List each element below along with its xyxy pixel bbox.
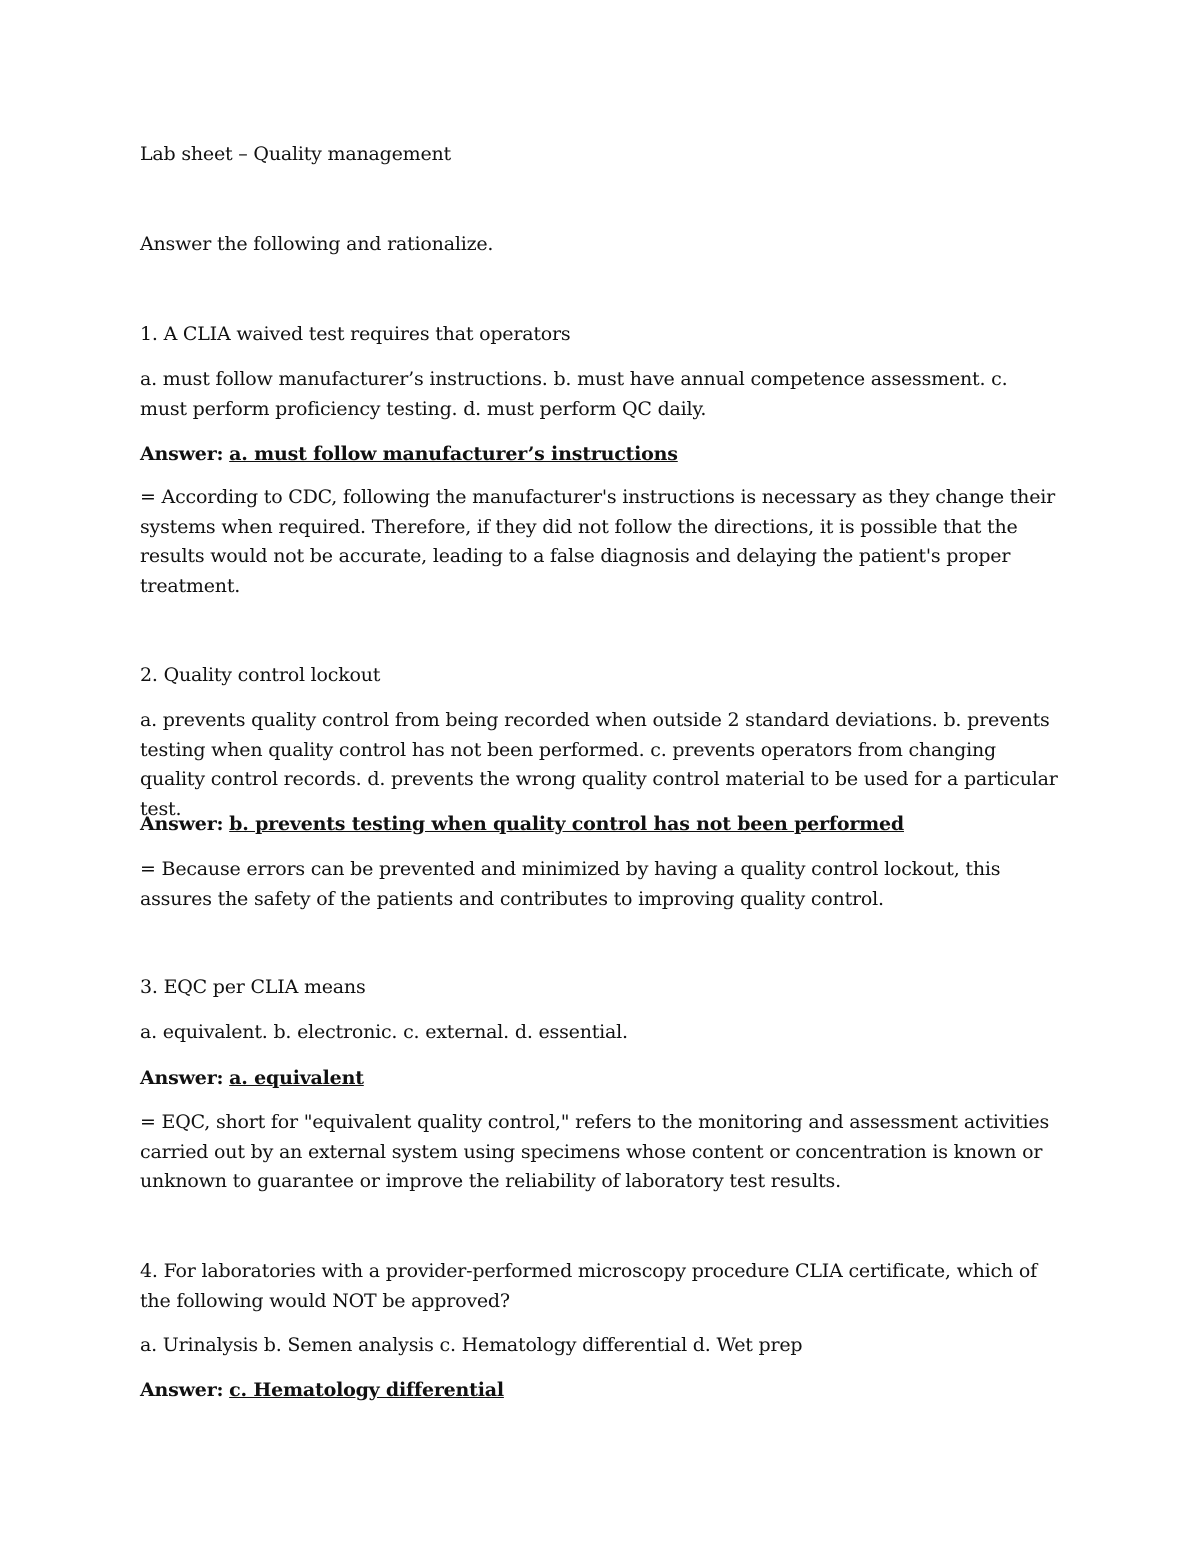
answer-label: Answer: (140, 443, 224, 465)
question-2-answer-value: b. prevents testing when quality control has not been performed (229, 813, 905, 835)
question-1-prompt: 1. A CLIA waived test requires that operators (140, 323, 571, 345)
answer-label: Answer: (140, 1379, 224, 1401)
answer-label: Answer: (140, 813, 224, 835)
question-3-answer (140, 1064, 1060, 1094)
question-4-answer-value: c. Hematology differential (229, 1379, 504, 1401)
question-1-rationale: = According to CDC, following the manufacturer's instructions is necessary as they change their systems when required. Therefore, if they did not follow the directions, it is possible that the results would not be accurate, leading to a false diagnosis and delaying the patient's proper treatment. (140, 486, 1056, 597)
question-2-options: a. prevents quality control from being recorded when outside 2 standard deviations. b. prevents testing when quality control has not been performed. c. prevents operators from changing quality control records. d. prevents the wrong quality control material to be used for a particular test. (140, 709, 1058, 820)
question-3-answer-value: a. equivalent (229, 1067, 364, 1089)
question-2-rationale: = Because errors can be prevented and minimized by having a quality control lockout, this assures the safety of the patients and contributes to improving quality control. (140, 858, 1001, 910)
document-title: Lab sheet – Quality management (140, 143, 451, 165)
question-4-answer (140, 1376, 1060, 1406)
question-1-answer (140, 440, 1060, 470)
question-2-prompt: 2. Quality control lockout (140, 664, 381, 686)
question-3-prompt: 3. EQC per CLIA means (140, 976, 366, 998)
question-4-options: a. Urinalysis b. Semen analysis c. Hematology differential d. Wet prep (140, 1334, 803, 1356)
answer-label: Answer: (140, 1067, 224, 1089)
question-1-answer-value: a. must follow manufacturer’s instructions (229, 443, 678, 465)
instruction-text: Answer the following and rationalize. (140, 233, 494, 255)
question-4-prompt: 4. For laboratories with a provider-performed microscopy procedure CLIA certificate, which of the following would NOT be approved? (140, 1260, 1037, 1312)
question-2-answer (140, 810, 1060, 840)
question-3-rationale: = EQC, short for "equivalent quality control," refers to the monitoring and assessment activities carried out by an external system using specimens whose content or concentration is known or unknown to guarantee or improve the reliability of laboratory test results. (140, 1111, 1050, 1192)
question-1-options: a. must follow manufacturer’s instructions. b. must have annual competence assessment. c. must perform proficiency testing. d. must perform QC daily. (140, 368, 1008, 420)
question-3-options: a. equivalent. b. electronic. c. external. d. essential. (140, 1021, 628, 1043)
